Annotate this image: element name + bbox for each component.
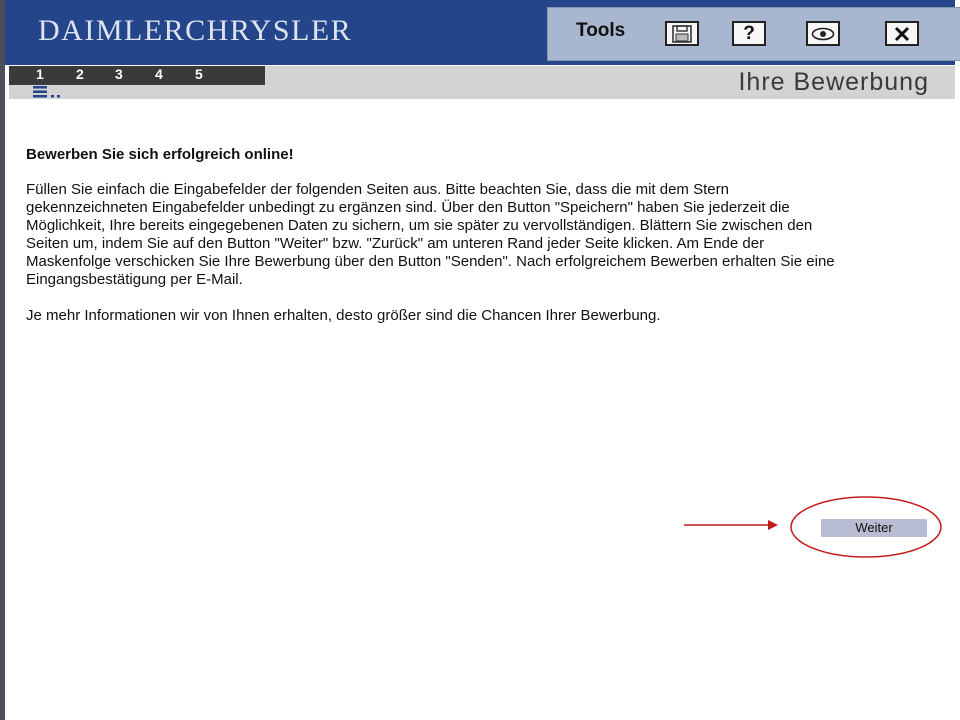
weiter-button[interactable]: Weiter: [821, 519, 927, 537]
close-icon: [894, 26, 910, 42]
brand-logo: DAIMLERCHRYSLER: [38, 14, 353, 47]
annotation-arrow: [684, 517, 780, 533]
progress-bars-icon: [33, 86, 69, 98]
page-title: Ihre Bewerbung: [738, 68, 929, 96]
title-strip: [265, 66, 955, 99]
step-1[interactable]: 1: [36, 66, 44, 82]
tools-label: Tools: [576, 20, 626, 41]
save-button[interactable]: [665, 21, 699, 46]
close-button[interactable]: [885, 21, 919, 46]
header-bar: [5, 0, 955, 65]
preview-button[interactable]: [806, 21, 840, 46]
info-paragraph: Je mehr Informationen wir von Ihnen erhalten, desto größer sind die Chancen Ihrer Bewerbung.: [26, 307, 661, 324]
step-4[interactable]: 4: [155, 66, 163, 82]
floppy-disk-icon: [672, 25, 692, 43]
question-mark-icon: ?: [743, 23, 755, 44]
step-navigation: [9, 66, 265, 85]
eye-icon: [811, 27, 835, 41]
content-heading: Bewerben Sie sich erfolgreich online!: [26, 146, 294, 163]
step-2[interactable]: 2: [76, 66, 84, 82]
left-border: [0, 0, 5, 720]
help-button[interactable]: [732, 21, 766, 46]
step-3[interactable]: 3: [115, 66, 123, 82]
instructions-paragraph: Füllen Sie einfach die Eingabefelder der folgenden Seiten aus. Bitte beachten Sie, dass die mit dem Stern gekennzeichneten Eingabefelder unbedingt zu ergänzen sind. Über den Button "Speichern" haben Sie jederzeit die Möglichkeit, Ihre bereits eingegebenen Daten zu sichern, um sie später zu vervollständigen. Blättern Sie zwischen den Seiten um, indem Sie auf den Button "Weiter" bzw. "Zurück" am unteren Rand jeder Seite klicken. Am Ende der Maskenfolge verschicken Sie Ihre Bewerbung über den Button "Senden". Nach erfolgreichem Bewerben erhalten Sie eine Eingangsbestätigung per E-Mail.: [26, 181, 835, 288]
step-5[interactable]: 5: [195, 66, 203, 82]
main-content: [26, 146, 846, 343]
tools-panel: [547, 7, 960, 61]
